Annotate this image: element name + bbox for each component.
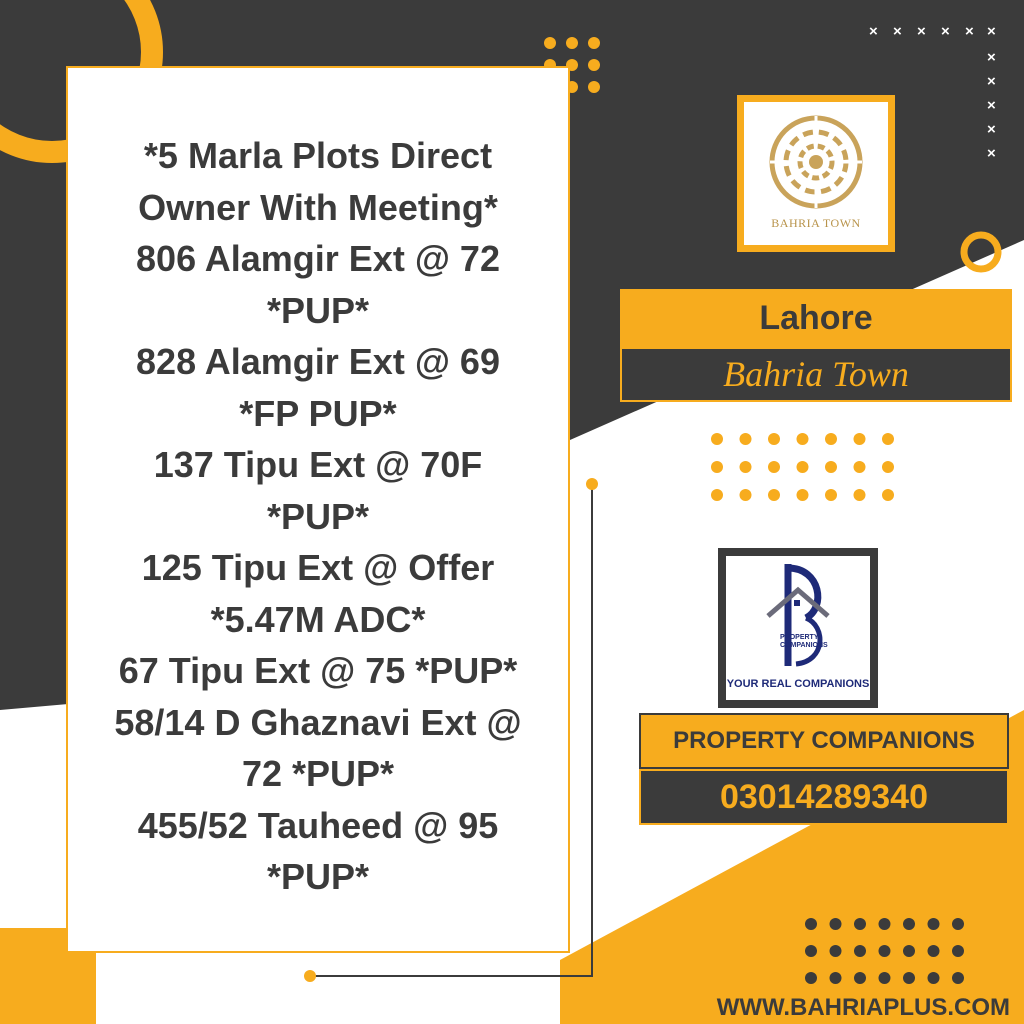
decor-dot [797, 433, 809, 445]
listing-line: *FP PUP* [239, 392, 397, 434]
decor-dot [830, 945, 842, 957]
decor-dot [854, 461, 866, 473]
x-mark: × [987, 121, 996, 138]
decor-dot [928, 945, 940, 957]
listing-line: 828 Alamgir Ext @ 69 [136, 341, 500, 382]
decor-dot [566, 37, 578, 49]
listing-line: Owner With Meeting* [138, 186, 498, 228]
decor-dot [825, 433, 837, 445]
decor-dot [711, 461, 723, 473]
decor-dot [879, 945, 891, 957]
decor-dot [903, 918, 915, 930]
x-mark: × [987, 49, 996, 66]
listing-line: *5.47M ADC* [210, 598, 426, 640]
decor-dot [825, 489, 837, 501]
listing-line: 67 Tipu Ext @ 75 *PUP* [118, 650, 518, 691]
company-logo-word: COMPANIONS [780, 642, 828, 649]
decor-dot [882, 433, 894, 445]
decor-dot [588, 37, 600, 49]
company-logo-word: PROPERTY [780, 634, 819, 641]
decor-dot [952, 972, 964, 984]
decor-dot [805, 945, 817, 957]
x-mark: × [987, 97, 996, 114]
decor-dot [879, 972, 891, 984]
decor-dot [797, 461, 809, 473]
connector-dot-top [586, 478, 598, 490]
decor-dot [854, 433, 866, 445]
decor-dot [805, 972, 817, 984]
decor-dot [740, 433, 752, 445]
decor-dot [903, 945, 915, 957]
x-mark: × [893, 23, 902, 40]
x-mark: × [941, 23, 950, 40]
city-label: Lahore [620, 289, 1012, 347]
connector-dot-bottom [304, 970, 316, 982]
decor-dot [830, 972, 842, 984]
decor-dot [544, 37, 556, 49]
decor-dot [928, 972, 940, 984]
website-link[interactable]: WWW.BAHRIAPLUS.COM [716, 994, 1010, 1021]
decor-dot [768, 461, 780, 473]
decor-dot [952, 945, 964, 957]
decor-dot [740, 489, 752, 501]
decor-dot [903, 972, 915, 984]
company-logo-small-text [780, 634, 828, 650]
decor-dot [768, 433, 780, 445]
phone-number[interactable]: 03014289340 [639, 769, 1009, 825]
listing-line: *PUP* [266, 495, 370, 537]
decor-dot [588, 81, 600, 93]
listing-line: *PUP* [266, 856, 370, 897]
decor-dot [854, 489, 866, 501]
decor-dot [711, 489, 723, 501]
listing-line: *PUP* [266, 289, 370, 331]
listing-line: 455/52 Tauheed @ 95 [137, 804, 499, 846]
decor-dot [854, 918, 866, 930]
decor-dot [768, 489, 780, 501]
bahria-logo-text: BAHRIA TOWN [771, 216, 861, 230]
decor-dot [879, 918, 891, 930]
x-mark: × [869, 23, 878, 40]
decor-dot [952, 918, 964, 930]
decor-dot [825, 461, 837, 473]
decor-dot [882, 461, 894, 473]
x-mark: × [917, 23, 926, 40]
listing-line: 72 *PUP* [241, 753, 395, 794]
bahria-logo [744, 102, 888, 245]
dot-grid-middle [711, 433, 894, 501]
company-logo [726, 556, 870, 700]
decor-dot [740, 461, 752, 473]
area-label: Bahria Town [620, 347, 1012, 402]
decor-dot [588, 59, 600, 71]
decor-dot [830, 918, 842, 930]
decor-dot [882, 489, 894, 501]
decor-dot [797, 489, 809, 501]
listing-line: 137 Tipu Ext @ 70F [153, 444, 483, 485]
x-mark: × [987, 73, 996, 90]
listing-line: 806 Alamgir Ext @ 72 [136, 238, 500, 279]
x-mark: × [987, 145, 996, 162]
listing-text [66, 130, 570, 903]
listing-line: 125 Tipu Ext @ Offer [141, 547, 495, 588]
company-name: PROPERTY COMPANIONS [639, 713, 1009, 769]
x-mark: × [987, 23, 996, 40]
listing-line: 58/14 D Ghaznavi Ext @ [114, 701, 522, 743]
bahria-logo-frame [737, 95, 895, 252]
decor-dot [854, 972, 866, 984]
decor-dot [805, 918, 817, 930]
company-tagline: YOUR REAL COMPANIONS [726, 678, 870, 690]
decor-dot [928, 918, 940, 930]
decor-dot [854, 945, 866, 957]
decor-dot [711, 433, 723, 445]
listing-line: *5 Marla Plots Direct [143, 135, 493, 176]
x-mark: × [965, 23, 974, 40]
company-logo-frame [718, 548, 878, 708]
